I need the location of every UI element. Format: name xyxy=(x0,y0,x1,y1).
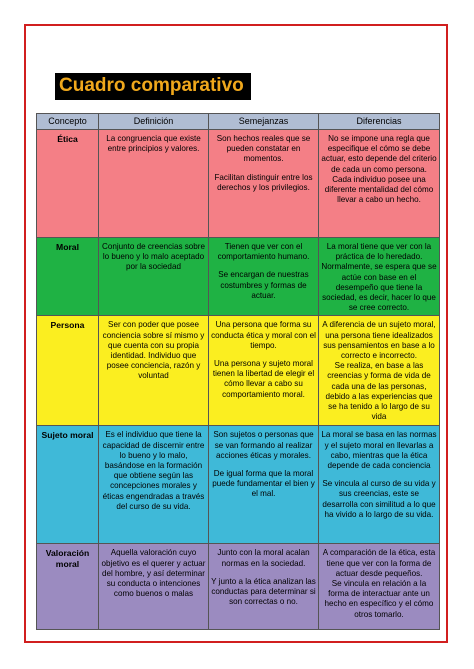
semejanzas-text: Son sujetos o personas que se van formando al realizar acciones éticas y morales. xyxy=(213,430,314,460)
definicion-text: Es el individuo que tiene la capacidad de discernir entre lo bueno y lo malo, basándose en la formación que obtiene según las concepciones morales y éticas engendradas a través del curso de su vida. xyxy=(102,430,205,511)
diferencias-text: Cada individuo posee una diferente mentalidad del cómo llevar a cabo un hecho. xyxy=(324,174,434,205)
semejanzas-cell xyxy=(209,130,319,238)
header-semejanzas: Semejanzas xyxy=(209,114,319,130)
header-concepto: Concepto xyxy=(37,114,99,130)
diferencias-text: Se vincula al curso de su vida y sus creencias, este se desarrolla con similitud a lo que ha vivido a lo largo de su vida. xyxy=(322,479,436,519)
table-row-sujeto-moral xyxy=(37,426,440,544)
diferencias-cell xyxy=(319,544,440,630)
diferencias-text: A comparación de la ética, esta tiene que ver con la forma de actuar desde pequeños. xyxy=(322,548,436,578)
definicion-text: La congruencia que existe entre principios y valores. xyxy=(106,134,201,154)
semejanzas-text: Una persona y sujeto moral tienen la libertad de elegir el cómo llevar a cabo su comportamiento moral. xyxy=(212,359,315,399)
concept-cell xyxy=(37,316,99,426)
concept-label: Valoración moral xyxy=(45,548,90,569)
table-header-row xyxy=(37,114,440,130)
definicion-cell xyxy=(99,426,209,544)
definicion-text: Ser con poder que posee conciencia sobre sí mismo y que cuenta con su propia identidad. Individuo que posee conciencia, razón y voluntad xyxy=(102,320,205,381)
page-title: Cuadro comparativo xyxy=(55,73,251,100)
semejanzas-text: Se encargan de nuestras costumbres y formas de actuar. xyxy=(218,270,309,300)
semejanzas-cell xyxy=(209,316,319,426)
diferencias-text: La moral se basa en las normas y el sujeto moral en llevarlas a cabo, mientras que la ética depende de cada conciencia xyxy=(321,430,437,471)
semejanzas-text: Y junto a la ética analizan las conductas para determinar si son correctas o no. xyxy=(211,576,316,607)
semejanzas-cell xyxy=(209,426,319,544)
table-row-etica xyxy=(37,130,440,238)
concept-label: Ética xyxy=(57,134,78,144)
concept-label: Moral xyxy=(56,242,79,252)
concept-label: Persona xyxy=(50,320,85,331)
definicion-cell xyxy=(99,238,209,316)
semejanzas-cell xyxy=(209,238,319,316)
table-row-valoracion-moral xyxy=(37,544,440,630)
semejanzas-cell xyxy=(209,544,319,630)
diferencias-text: Se realiza, en base a las creencias y forma de vida de cada una de las personas, debido a las experiencias que se ha tenido a lo largo de su vida xyxy=(325,361,433,422)
diferencias-cell xyxy=(319,316,440,426)
diferencias-text: No se impone una regla que especifique el cómo se debe actuar, esto depende del criterio de cada un como persona. xyxy=(321,134,437,174)
definicion-cell xyxy=(99,130,209,238)
semejanzas-text: Tienen que ver con el comportamiento humano. xyxy=(217,242,310,262)
concept-cell xyxy=(37,544,99,630)
semejanzas-text: Junto con la moral acalan normas en la sociedad. xyxy=(217,548,310,568)
diferencias-text: La moral tiene que ver con la práctica de lo heredado. Normalmente, se espera que se actúe con base en el desempeño que tiene la sociedad, es decir, hacer lo que se cree correcto. xyxy=(321,242,437,313)
semejanzas-text: Facilitan distinguir entre los derechos y los privilegios. xyxy=(214,172,313,192)
diferencias-text: A diferencia de un sujeto moral, una persona tiene idealizados sus pensamientos en base a lo correcto e incorrecto. xyxy=(322,320,436,361)
concept-cell xyxy=(37,130,99,238)
definicion-cell xyxy=(99,316,209,426)
definicion-text: Conjunto de creencias sobre lo bueno y lo malo aceptado por la sociedad xyxy=(101,242,206,272)
header-definicion: Definición xyxy=(99,114,209,130)
semejanzas-text: De igual forma que la moral puede fundamentar el bien y el mal. xyxy=(212,469,315,499)
header-diferencias: Diferencias xyxy=(319,114,440,130)
concept-cell xyxy=(37,426,99,544)
diferencias-text: Se vincula en relación a la forma de interactuar ante un hecho en específico y el cómo otros tomarlo. xyxy=(324,579,434,619)
concept-label: Sujeto moral xyxy=(41,430,94,441)
table-row-moral xyxy=(37,238,440,316)
definicion-text: Aquella valoración cuyo objetivo es el querer y actuar del hombre, y así determinar su conducta o intenciones como buenos o malas xyxy=(101,548,206,599)
diferencias-cell xyxy=(319,426,440,544)
table-row-persona xyxy=(37,316,440,426)
comparison-table xyxy=(36,113,440,630)
diferencias-cell xyxy=(319,130,440,238)
diferencias-cell xyxy=(319,238,440,316)
semejanzas-text: Una persona que forma su conducta ética y moral con el tiempo. xyxy=(211,320,316,350)
definicion-cell xyxy=(99,544,209,630)
concept-cell xyxy=(37,238,99,316)
semejanzas-text: Son hechos reales que se pueden constatar en momentos. xyxy=(216,134,311,164)
